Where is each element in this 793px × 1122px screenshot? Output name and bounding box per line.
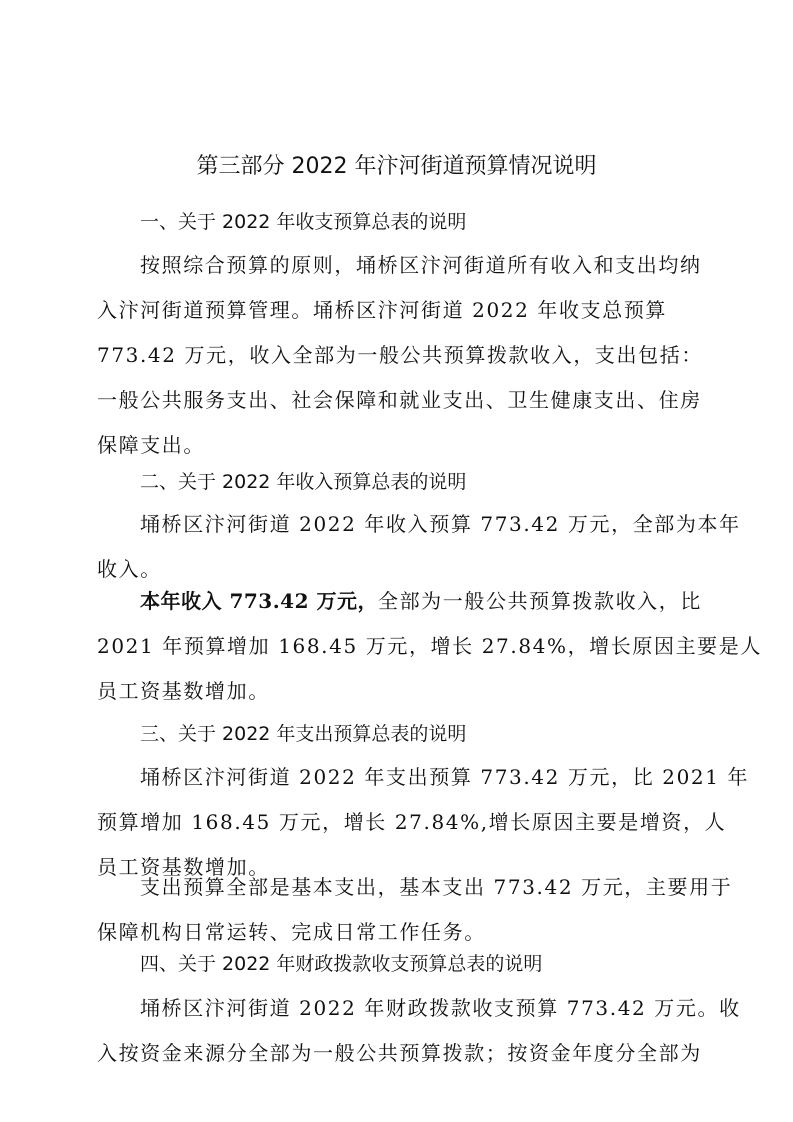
text-line: 支出预算全部是基本支出，基本支出 773.42 万元，主要用于 [140, 875, 733, 899]
section-1-paragraph-1 [97, 243, 703, 468]
text-line: 保障机构日常运转、完成日常工作任务。 [97, 920, 486, 944]
section-3-heading: 三、关于 2022 年支出预算总表的说明 [140, 723, 467, 745]
section-2-heading: 二、关于 2022 年收入预算总表的说明 [140, 471, 467, 493]
text-line: 2021 年预算增加 168.45 万元，增长 27.84%，增长原因主要是人 [97, 634, 762, 658]
text-line: 保障支出。 [97, 433, 205, 457]
section-1-heading: 一、关于 2022 年收支预算总表的说明 [140, 211, 467, 233]
text-line: 预算增加 168.45 万元，增长 27.84%,增长原因主要是增资，人 [97, 810, 727, 834]
text-line: 一般公共服务支出、社会保障和就业支出、卫生健康支出、住房 [97, 388, 702, 412]
text-line: 入汴河街道预算管理。埇桥区汴河街道 2022 年收支总预算 [97, 298, 668, 322]
text-line: 773.42 万元，收入全部为一般公共预算拨款收入，支出包括： [97, 343, 703, 367]
text-line: 埇桥区汴河街道 2022 年财政拨款收支预算 773.42 万元。收 [140, 996, 741, 1020]
lead-rest: 全部为一般公共预算拨款收入，比 [377, 589, 702, 613]
text-line: 员工资基数增加。 [97, 679, 270, 703]
page-title: 第三部分 2022 年汴河街道预算情况说明 [196, 154, 597, 179]
section-4-heading: 四、关于 2022 年财政拨款收支预算总表的说明 [140, 953, 543, 975]
section-4-paragraph-1 [97, 986, 741, 1076]
text-line: 入按资金来源分全部为一般公共预算拨款；按资金年度分全部为 [97, 1041, 702, 1065]
text-line: 收入。 [97, 557, 162, 581]
section-3-paragraph-2 [97, 865, 733, 955]
text-line: 埇桥区汴河街道 2022 年支出预算 773.42 万元，比 2021 年 [140, 765, 750, 789]
text-line: 员工资基数增加。 [97, 855, 270, 879]
text-line: 按照综合预算的原则，埇桥区汴河街道所有收入和支出均纳 [140, 253, 702, 277]
bold-lead: 本年收入 773.42 万元， [140, 589, 378, 613]
text-line [97, 579, 702, 624]
text-line: 埇桥区汴河街道 2022 年收入预算 773.42 万元，全部为本年 [140, 512, 741, 536]
section-2-paragraph-2 [97, 579, 762, 714]
